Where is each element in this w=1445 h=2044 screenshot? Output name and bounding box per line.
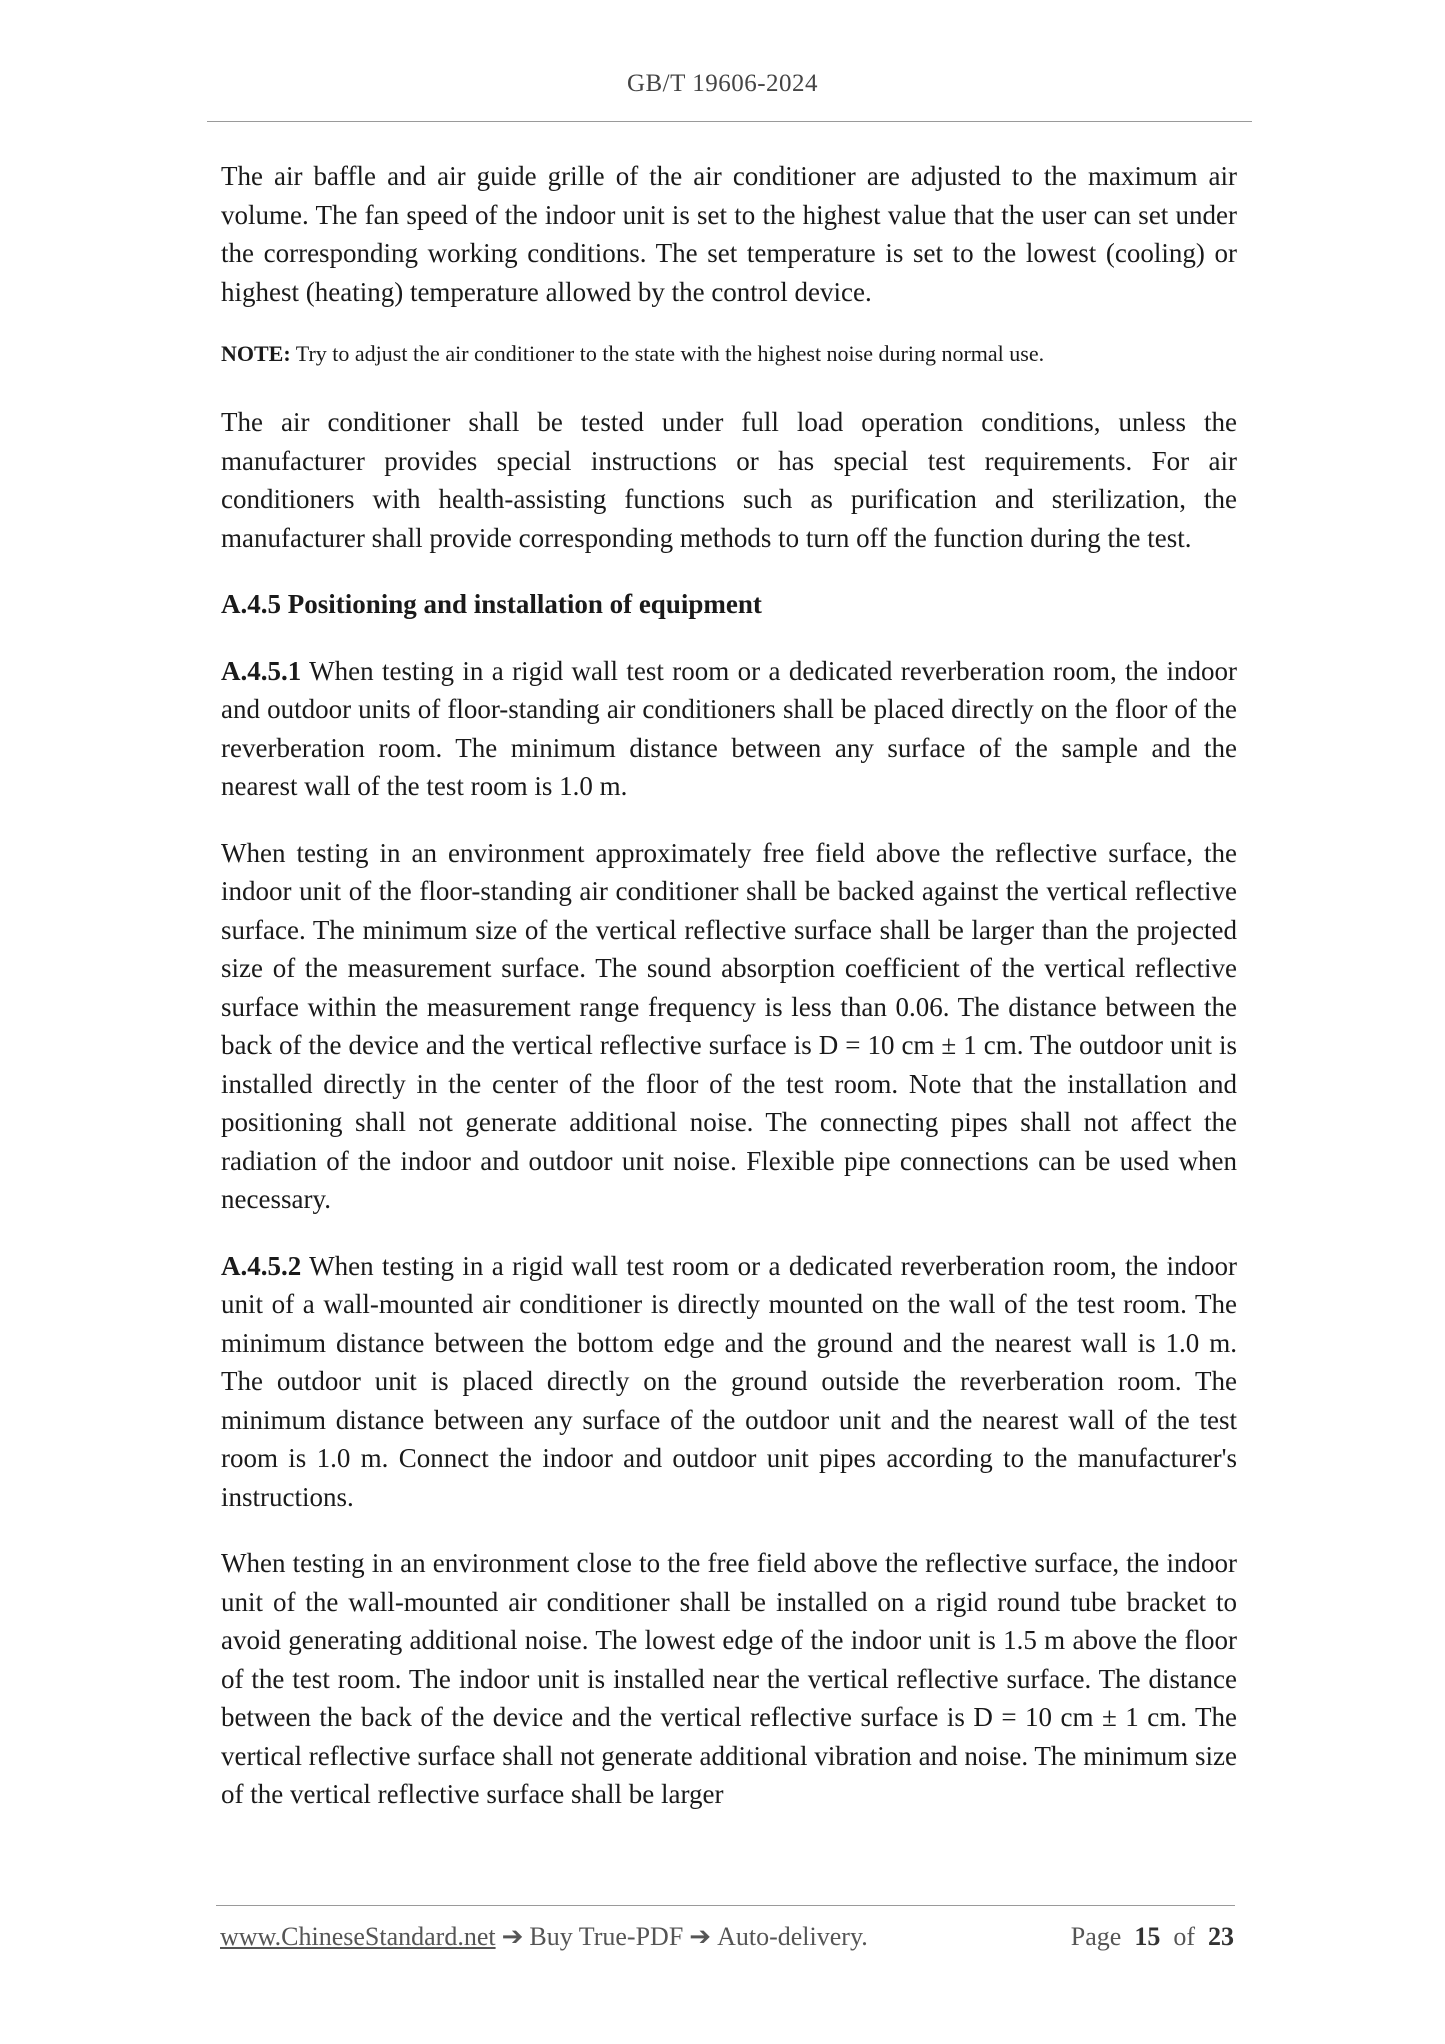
auto-delivery-text: Auto-delivery. <box>717 1922 868 1951</box>
paragraph-floor-standing-free-field: When testing in an environment approximately free field above the reflective surface, the indoor unit of the floor-standing air conditioner shall be backed against the vertical reflective surface. The minimum size of the vertical reflective surface shall be larger than the projected size of the measurement surface. The sound absorption coefficient of the vertical reflective surface within the measurement range frequency is less than 0.06. The distance between the back of the device and the vertical reflective surface is D = 10 cm ± 1 cm. The outdoor unit is installed directly in the center of the floor of the test room. Note that the installation and positioning shall not generate additional noise. The connecting pipes shall not affect the radiation of the indoor and outdoor unit noise. Flexible pipe connections can be used when necessary. <box>221 837 1237 1214</box>
paragraph-air-baffle: The air baffle and air guide grille of the air conditioner are adjusted to the maximum air volume. The fan speed of the indoor unit is set to the highest value that the user can set under the corresponding working conditions. The set temperature is set to the lowest (cooling) or highest (heating) temperature allowed by the control device. <box>221 161 1237 307</box>
clause-a451-text: When testing in a rigid wall test room or a dedicated reverberation room, the indoor and outdoor units of floor-standing air conditioners shall be placed directly on the floor of the reverberation room. The minimum distance between any surface of the sample and the nearest wall of the test room is 1.0 m. <box>221 655 1237 801</box>
document-body <box>221 157 1237 1842</box>
paragraph-wall-mounted-free-field: When testing in an environment close to the free field above the reflective surface, the indoor unit of the wall-mounted air conditioner shall be installed on a rigid round tube bracket to avoid generating additional noise. The lowest edge of the indoor unit is 1.5 m above the floor of the test room. The indoor unit is installed near the vertical reflective surface. The distance between the back of the device and the vertical reflective surface is D = 10 cm ± 1 cm. The vertical reflective surface shall not generate additional vibration and noise. The minimum size of the vertical reflective surface shall be larger <box>221 1548 1237 1809</box>
of-word: of <box>1173 1922 1195 1951</box>
page-footer <box>220 1922 1234 1962</box>
page-number <box>1071 1922 1234 1952</box>
note-paragraph <box>221 339 1237 369</box>
note-label: NOTE: <box>221 341 291 366</box>
header-divider <box>207 121 1252 122</box>
note-text: Try to adjust the air conditioner to the state with the highest noise during normal use. <box>290 341 1045 366</box>
page-word: Page <box>1070 1922 1122 1951</box>
document-header-id: GB/T 19606-2024 <box>626 70 819 97</box>
arrow-right-icon: ➔ <box>501 1922 524 1951</box>
page-total: 23 <box>1208 1922 1234 1951</box>
paragraph-full-load: The air conditioner shall be tested under full load operation conditions, unless the manufacturer provides special instructions or has special test requirements. For air conditioners with health-assisting functions such as purification and sterilization, the manufacturer shall provide corresponding methods to turn off the function during the test. <box>221 407 1237 553</box>
footer-divider <box>216 1905 1235 1906</box>
clause-a452-number: A.4.5.2 <box>221 1250 302 1281</box>
section-heading-a45: A.4.5 Positioning and installation of equipment <box>221 589 762 619</box>
footer-promo <box>220 1922 868 1952</box>
buy-true-pdf-text: Buy True-PDF <box>529 1922 684 1951</box>
page-current: 15 <box>1134 1922 1161 1951</box>
site-link[interactable]: www.ChineseStandard.net <box>220 1922 496 1951</box>
clause-a452 <box>221 1247 1237 1517</box>
clause-a451-number: A.4.5.1 <box>221 655 302 686</box>
arrow-right-icon: ➔ <box>689 1922 712 1951</box>
clause-a452-text: When testing in a rigid wall test room or a dedicated reverberation room, the indoor unit of a wall-mounted air conditioner is directly mounted on the wall of the test room. The minimum distance between the bottom edge and the ground and the nearest wall is 1.0 m. The outdoor unit is placed directly on the ground outside the reverberation room. The minimum distance between any surface of the outdoor unit and the nearest wall of the test room is 1.0 m. Connect the indoor and outdoor unit pipes according to the manufacturer's instructions. <box>221 1250 1237 1512</box>
clause-a451 <box>221 652 1237 806</box>
